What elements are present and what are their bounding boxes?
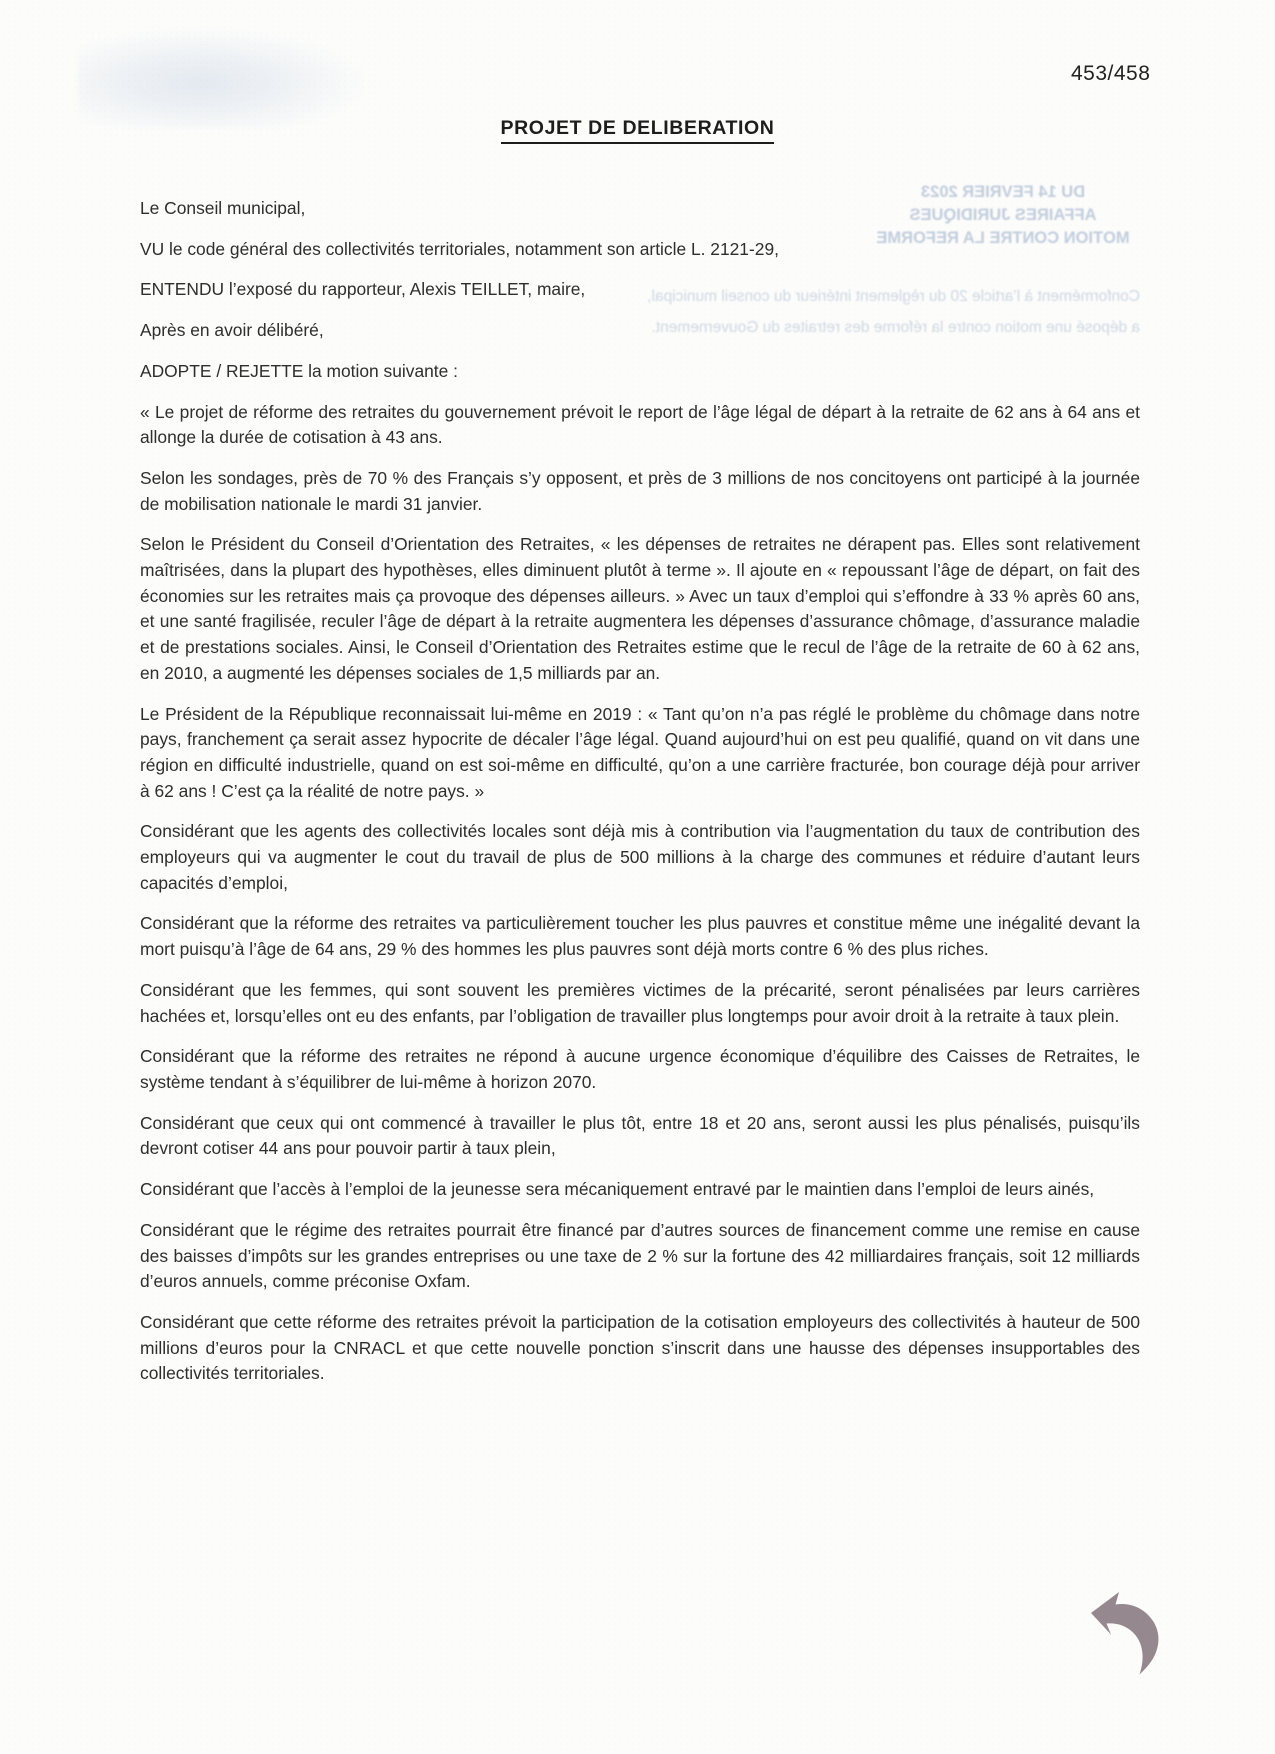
paragraph: Selon le Président du Conseil d’Orientation des Retraites, « les dépenses de retraites ne dérapent pas. Elles sont relativement maîtrisées, dans la plupart des hypothèses, elles diminuent plutôt à terme ». Il ajoute en « repoussant l’âge de départ, on fait des économies sur les retraites mais ça provoque des dépenses ailleurs. » Avec un taux d’emploi qui s’effondre à 33 % après 60 ans, et une santé fragilisée, reculer l’âge de départ à la retraite augmentera les dépenses d’assurance chômage, d’assurance maladie et de prestations sociales. Ainsi, le Conseil d’Orientation des Retraites estime que le recul de l’âge de la retraite de 60 à 62 ans, en 2010, a augmenté les dépenses sociales de 1,5 milliards par an. (140, 534, 1140, 683)
paragraph: Le Président de la République reconnaissait lui-même en 2019 : « Tant qu’on n’a pas réglé le problème du chômage dans notre pays, franchement ça serait assez hypocrite de décaler l’âge légal. Quand aujourd’hui on est peu qualifié, quand on vit dans une région en difficulté industrielle, quand on est soi-même en difficulté, qu’on a une carrière fracturée, bon courage déjà pour arriver à 62 ans ! C’est ça la réalité de notre pays. » (140, 703, 1140, 801)
bleedthrough-line: DU 14 FEVRIER 2023 (920, 183, 1086, 201)
bleedthrough-line: a déposé une motion contre la réforme des retraites du Gouvernement. (651, 319, 1140, 336)
paragraph: ADOPTE / REJETTE la motion suivante : (140, 360, 458, 381)
paragraph: Considérant que la réforme des retraites ne répond à aucune urgence économique d’équilibre des Caisses de Retraites, le système tendant à s’équilibrer de lui-même à horizon 2070. (140, 1046, 1140, 1092)
paragraph: Considérant que les femmes, qui sont souvent les premières victimes de la précarité, seront pénalisées par leurs carrières hachées et, lorsqu’elles ont eu des enfants, par l’obligation de travailler plus longtemps pour avoir droit à la retraite à taux plein. (140, 979, 1140, 1026)
paragraph: Considérant que les agents des collectivités locales sont déjà mis à contribution via l’augmentation du taux de contribution des employeurs qui va augmenter le cout du travail de plus de 500 millions à la charge des communes et réduire d’autant leurs capacités d’emploi, (140, 821, 1140, 893)
bleedthrough-line: MOTION CONTRE LA REFORME (876, 229, 1130, 247)
paragraph: Considérant que ceux qui ont commencé à travailler le plus tôt, entre 18 et 20 ans, seront aussi les plus pénalisés, puisqu’ils devront cotiser 44 ans pour pouvoir partir à taux plein, (140, 1112, 1140, 1159)
paragraph: ENTENDU l’exposé du rapporteur, Alexis TEILLET, maire, (140, 279, 586, 300)
title-container (0, 117, 1275, 144)
paragraph: Considérant que le régime des retraites pourrait être financé par d’autres sources de financement comme une remise en cause des baisses d’impôts sur les grandes entreprises ou une taxe de 2 % sur la fortune des 42 milliardaires français, soit 12 milliards d’euros annuels, comme préconise Oxfam. (140, 1219, 1140, 1292)
paragraph: Considérant que l’accès à l’emploi de la jeunesse sera mécaniquement entravé par le maintien dans l’emploi de leurs ainés, (140, 1179, 1095, 1200)
bleedthrough-line: AFFAIRES JURIDIQUES (909, 206, 1097, 224)
paragraph: VU le code général des collectivités territoriales, notamment son article L. 2121-29, (140, 238, 779, 259)
paragraph: Après en avoir délibéré, (140, 320, 324, 341)
paragraph: Considérant que cette réforme des retraites prévoit la participation de la cotisation employeurs des collectivités à hauteur de 500 millions d’euros pour la CNRACL et que cette nouvelle ponction s’inscrit dans une hausse des dépenses insupportables des collectivités territoriales. (140, 1311, 1140, 1384)
bleedthrough-smudge (78, 28, 368, 128)
paragraph: « Le projet de réforme des retraites du gouvernement prévoit le report de l’âge légal de départ à la retraite de 62 ans à 64 ans et allonge la durée de cotisation à 43 ans. (140, 401, 1140, 448)
page-number: 453/458 (1071, 62, 1151, 85)
paragraph: Le Conseil municipal, (140, 198, 306, 218)
document-body (140, 196, 1140, 1402)
paragraph: Selon les sondages, près de 70 % des Français s’y opposent, et près de 3 millions de nos concitoyens ont participé à la journée de mobilisation nationale le mardi 31 janvier. (140, 467, 1140, 514)
curved-arrow-icon (1088, 1590, 1168, 1680)
document-title: PROJET DE DELIBERATION (501, 117, 775, 144)
paragraph: Considérant que la réforme des retraites va particulièrement toucher les plus pauvres et constitue même une inégalité devant la mort puisqu’à l’âge de 64 ans, 29 % des hommes les plus pauvres sont déjà morts contre 6 % des plus riches. (140, 913, 1140, 960)
bleedthrough-line: Conformément à l’article 20 du règlement intérieur du conseil municipal, (647, 288, 1140, 305)
